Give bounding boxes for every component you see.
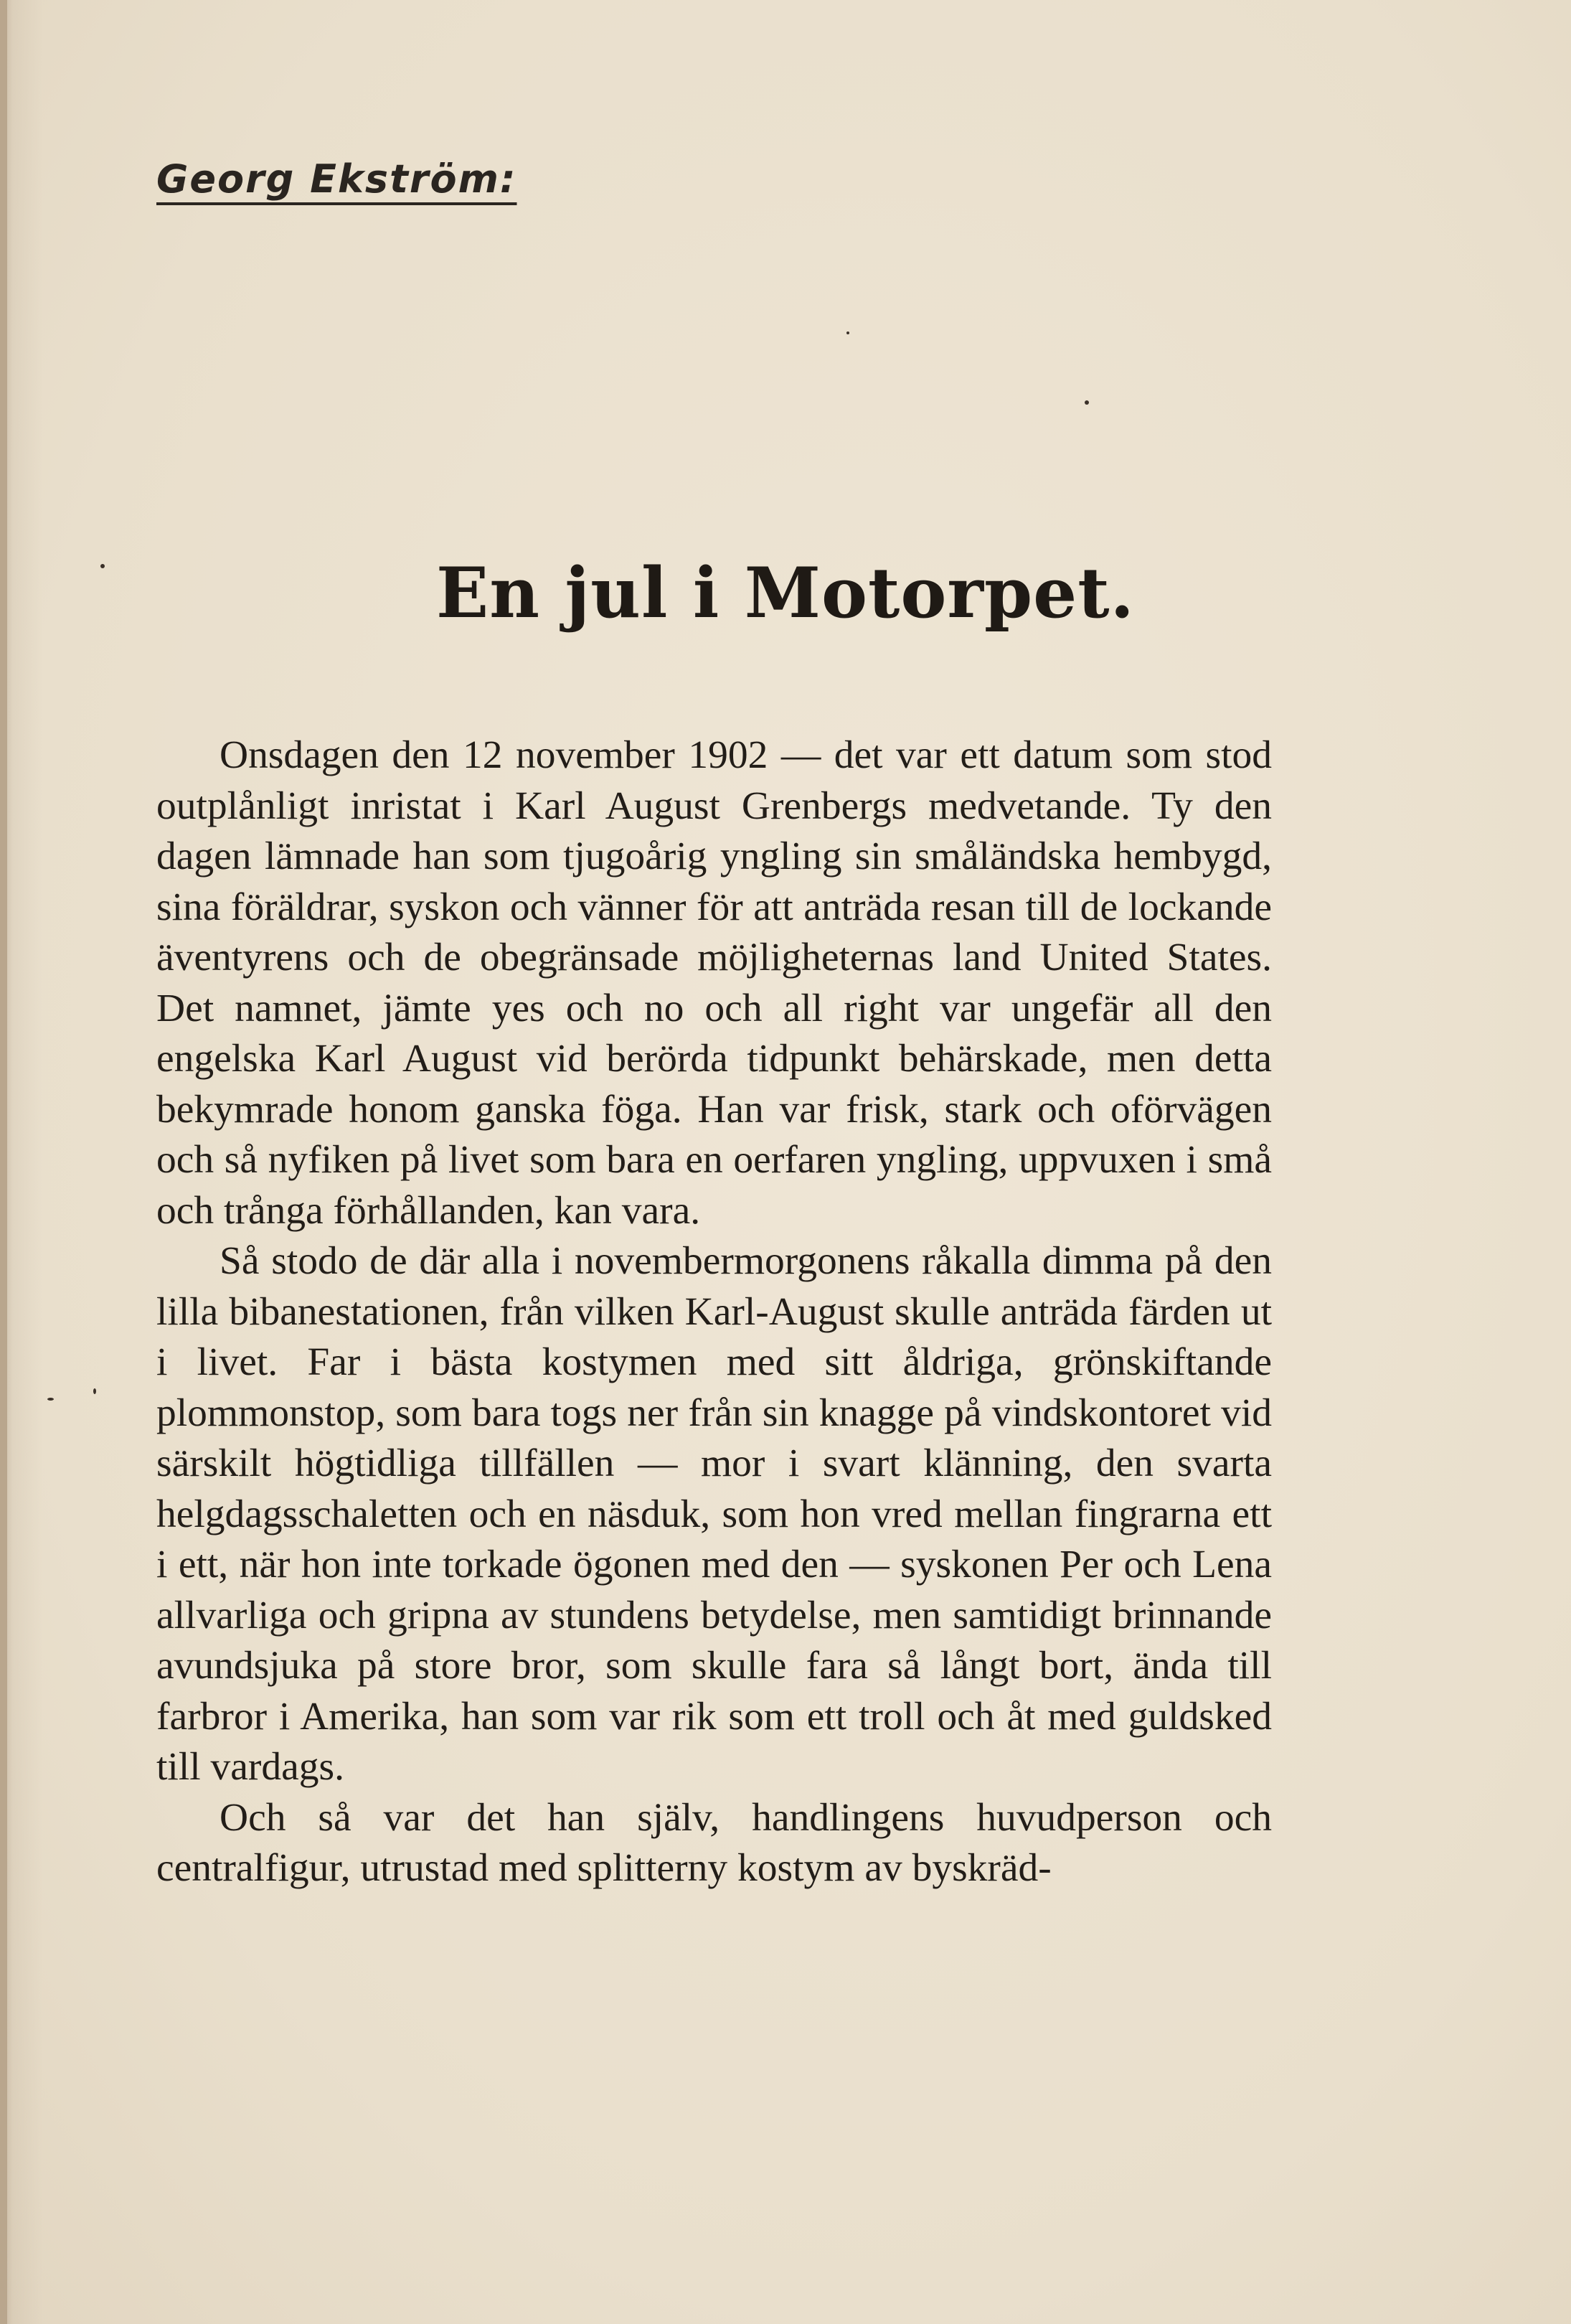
paper-speck — [1085, 400, 1089, 405]
author-name: Georg Ekström: — [156, 156, 517, 202]
paper-speck — [93, 1388, 96, 1394]
paper-speck — [47, 1398, 54, 1401]
page-spine-shadow — [0, 0, 7, 2324]
paragraph-1: Onsdagen den 12 november 1902 — det var ett datum som stod outplånligt inristat i Karl August Grenbergs medvetande. Ty den dagen lämnade han som tjugoårig yngling sin småländska hembygd, sina föräldrar, syskon och vänner för att anträda resan till de lockande äventyrens och de obegränsade möjligheternas land United States. Det namnet, jämte yes och no och all right var ungefär all den engelska Karl August vid berörda tidpunkt behärskade, men detta bekymrade honom ganska föga. Han var frisk, stark och oförvägen och så nyfiken på livet som bara en oerfaren yngling, uppvuxen i små och trånga förhållanden, kan vara. — [156, 733, 1272, 1233]
paragraph-3: Och så var det han själv, handlingens huvudperson och centralfigur, utrustad med splitterny kostym av byskräd- — [156, 1795, 1272, 1890]
paper-speck — [846, 331, 849, 334]
body-text — [156, 730, 1272, 1894]
paper-speck — [100, 564, 105, 568]
chapter-title: En jul i Motorpet. — [436, 552, 1135, 634]
paragraph-2: Så stodo de där alla i novembermorgonens råkalla dimma på den lilla bibanestationen, från vilken Karl-August skulle anträda färden ut i livet. Far i bästa kostymen med sitt åldriga, grönskiftande plommonstop, som bara togs ner från sin knagge på vindskontoret vid särskilt högtidliga tillfällen — mor i svart klänning, den svarta helgdagsschaletten och en näsduk, som hon vred mellan fingrarna ett i ett, när hon inte torkade ögonen med den — syskonen Per och Lena allvarliga och gripna av stundens betydelse, men samtidigt brinnande avundsjuka på store bror, som skulle fara så långt bort, ända till farbror i Amerika, han som var rik som ett troll och åt med guldsked till vardags. — [156, 1239, 1272, 1789]
